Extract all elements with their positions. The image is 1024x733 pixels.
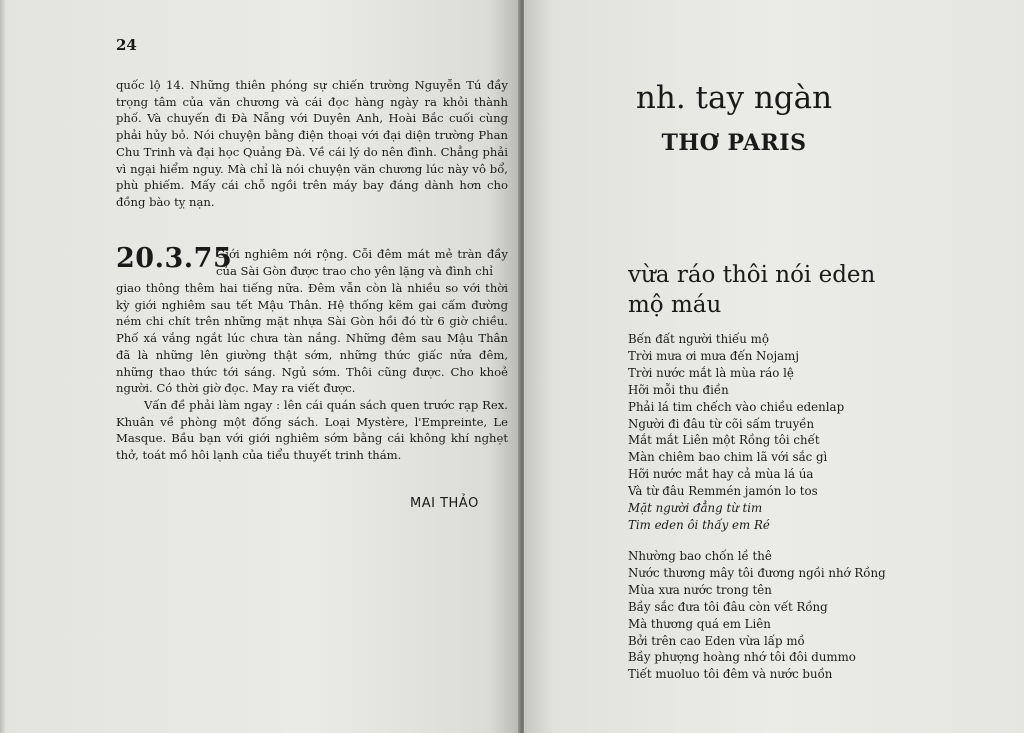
- poem-line: Và từ đâu Remmén jamón lo tos: [628, 484, 818, 499]
- poem-title-line: vừa ráo thôi nói eden: [628, 262, 876, 288]
- poem-title-line: mộ máu: [628, 292, 722, 318]
- poem-line: Người đi đâu từ cõi sấm truyền: [628, 416, 815, 431]
- poem-line-italic: Mặt người đẳng từ tim: [628, 501, 763, 516]
- entry-lead-text: Giới nghiêm nới rộng. Cỗi đêm mát mẻ tràn đầy của Sài Gòn được trao cho yên lặng và đình chỉ: [216, 247, 508, 278]
- stanza-2: [628, 548, 948, 683]
- poem-line: Trời nước mắt là mùa ráo lệ: [628, 365, 794, 380]
- entry-paragraph: Vấn đề phải làm ngay : lên cái quán sách quen trước rạp Rex. Khuân về phòng một đống sách. Loại Mystère, l'Empreinte, Le Masque. Bầu bạn với giới nghiêm sớm bằng cái không khí nghẹt thở, toát mồ hôi lạnh của tiểu thuyết trinh thám.: [116, 397, 508, 463]
- poem-line: Tiết muoluo tôi đêm và nước buồn: [628, 667, 833, 682]
- poem-line: Nước thương mây tôi đương ngồi nhớ Rồng: [628, 565, 886, 580]
- collection-title: THƠ PARIS: [661, 130, 807, 156]
- poem-line: Phải lá tim chếch vào chiều edenlap: [628, 399, 845, 414]
- paragraph-text: quốc lộ 14. Những thiên phóng sự chiến trường Nguyễn Tú đầy trọng tâm của văn chương và cái đọc hàng ngày ra khỏi thành phố. Và chuyến đi Đà Nẵng với Duyên Anh, Hoài Bắc cuối cùng phải hủy bỏ. Nói chuyện bằng điện thoại với đại diện trường Phan Chu Trinh và đại học Quảng Đà. Về cái lý do nên đình. Chẳng phải vì ngại hiểm nguy. Mà chỉ là nói chuyện văn chương lúc này vô bổ, phù phiếm. Mấy cái chỗ ngồi trên máy bay đáng dành hơn cho đồng bào tỵ nạn.: [116, 78, 508, 209]
- page-number: 24: [116, 36, 137, 54]
- poet-name: nh. tay ngàn: [635, 80, 833, 116]
- poem-line: Màn chiêm bao chim lã với sắc gì: [628, 450, 828, 465]
- poem-line: Mắt mắt Liên một Rồng tôi chết: [628, 433, 820, 448]
- page-edge-shadow: [0, 0, 6, 733]
- author-signature: MAI THẢO: [410, 496, 479, 511]
- entry-body: [116, 280, 508, 464]
- entry-paragraph: giao thông thêm hai tiếng nữa. Đêm vẫn còn là nhiều so với thời kỳ giới nghiêm sau tết Mậu Thân. Hệ thống kẽm gai cấm đường ném chi chít trên những mặt nhựa Sài Gòn hồi đó từ 6 giờ chiều. Phố xá vắng ngắt lúc chưa tàn nắng. Những đêm sau Mậu Thân đã là những lên giường thật sớm, những thức giấc nửa đêm, những thao thức tới sáng. Ngủ sớm. Thôi cũng được. Cho khoẻ người. Có thời giờ đọc. May ra viết được.: [116, 281, 508, 396]
- poem-line: Mà thương quá em Liên: [628, 616, 771, 631]
- poem-title: [628, 260, 928, 320]
- poem-line: Bến đất người thiếu mộ: [628, 332, 769, 346]
- poem-line: Bầy sắc đưa tôi đâu còn vết Rồng: [628, 599, 828, 614]
- poem-line: Bởi trên cao Eden vừa lấp mồ: [628, 633, 805, 648]
- poem-line-italic: Tim eden ôi thấy em Ré: [628, 517, 770, 532]
- poem-line: Hỡi mỗi thu điền: [628, 382, 729, 397]
- poem-line: Bầy phượng hoàng nhớ tôi đôi dummo: [628, 650, 856, 665]
- stanza-1: [628, 331, 948, 534]
- poem-line: Hỡi nước mắt hay cả mùa lá úa: [628, 467, 814, 482]
- opening-paragraph: [116, 77, 508, 211]
- poem-line: Nhường bao chốn lề thê: [628, 549, 772, 563]
- poem-line: Mùa xưa nước trong tên: [628, 582, 772, 597]
- entry-date: 20.3.75: [116, 243, 233, 274]
- poem-line: Trời mưa ơi mưa đến Nojamj: [628, 348, 800, 363]
